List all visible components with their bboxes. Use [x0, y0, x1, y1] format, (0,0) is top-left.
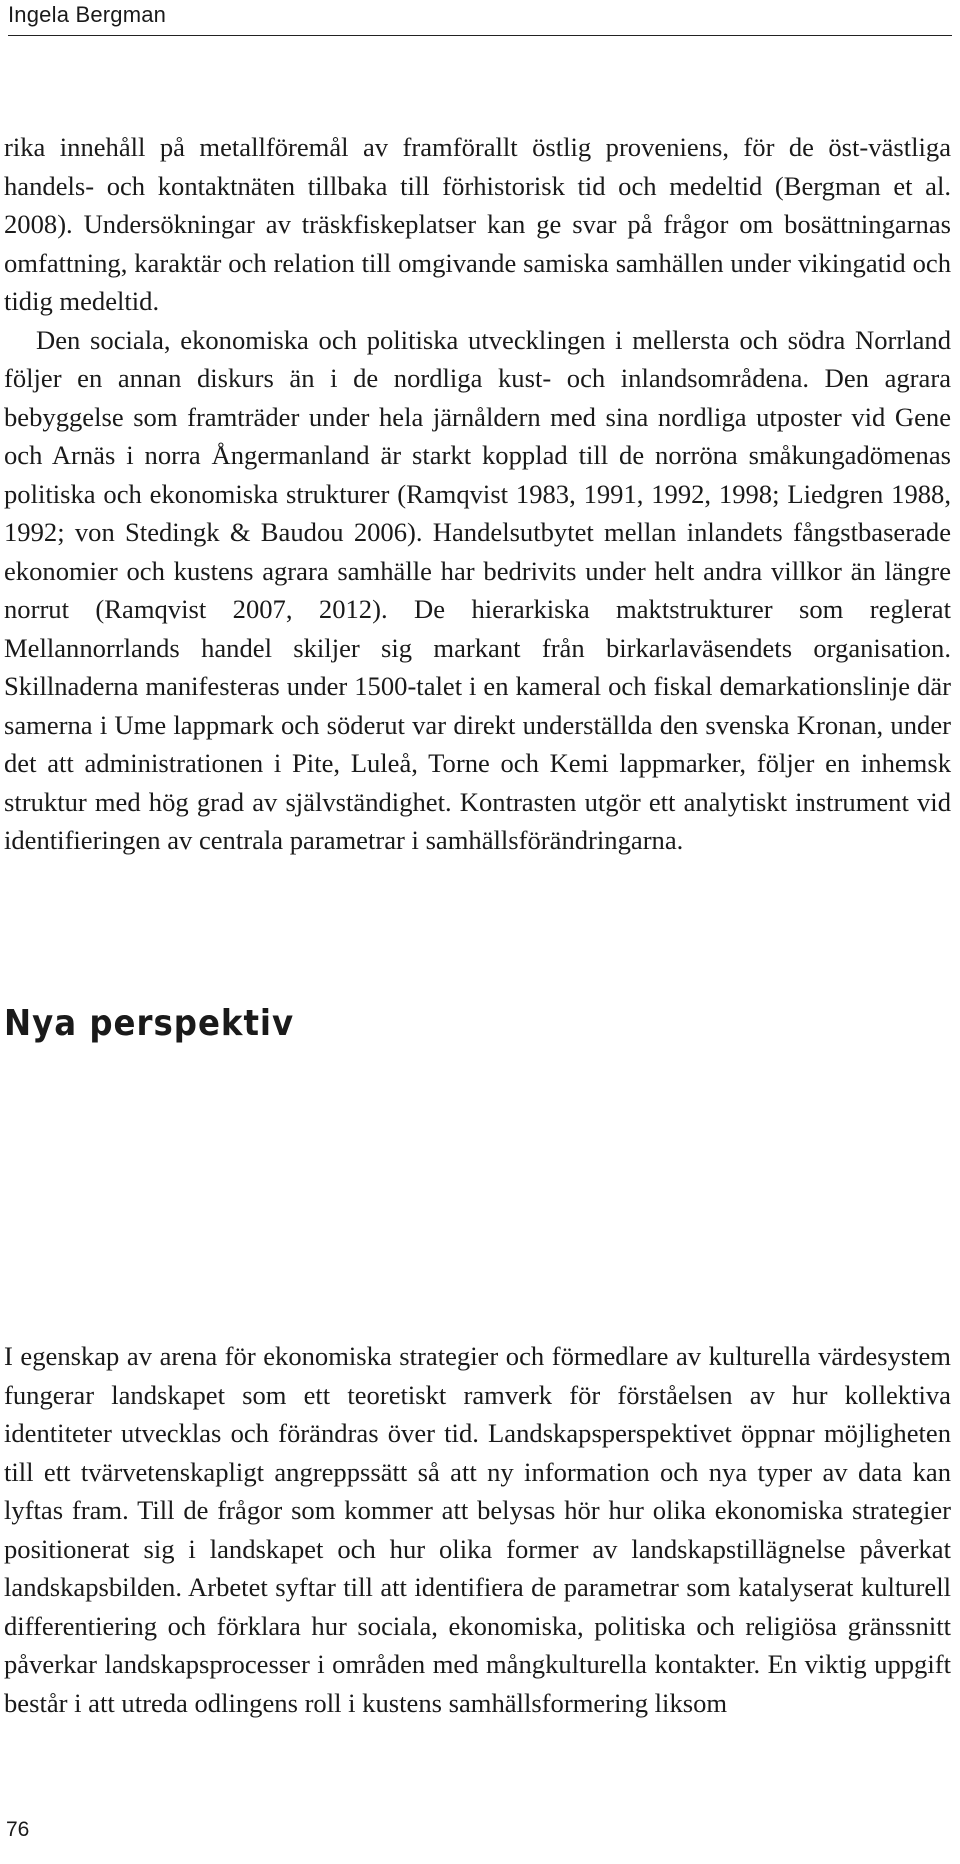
running-header-author: Ingela Bergman — [8, 2, 167, 27]
section-heading-nya-perspektiv: Nya perspektiv — [4, 1003, 295, 1044]
page-number: 76 — [6, 1818, 30, 1841]
body-text-section-2 — [4, 1337, 951, 1722]
paragraph-norrland: Den sociala, ekonomiska och politiska utvecklingen i mellersta och södra Norrland följer en annan diskurs än i de nordliga kust- och inlandsområdena. Den agrara bebyggelse som framträder under hela järnåldern med sina nordliga utposter vid Gene och Arnäs i norra Ångermanland är starkt kopplad till de norröna småkungadömenas politiska och ekonomiska strukturer (Ramqvist 1983, 1991, 1992, 1998; Liedgren 1988, 1992; von Stedingk & Baudou 2006). Handelsutbytet mellan inlandets fångstbaserade ekonomier och kustens agrara samhälle har bedrivits under helt andra villkor än längre norrut (Ramqvist 2007, 2012). De hierarkiska maktstrukturer som reglerat Mellannorrlands handel skiljer sig markant från birkarlaväsendets organisation. Skillnaderna manifesteras under 1500-talet i en kameral och fiskal demarkationslinje där samerna i Ume lappmark och söderut var direkt underställda den svenska Kronan, under det att administrationen i Pite, Luleå, Torne och Kemi lappmarker, följer en inhemsk struktur med hög grad av självständighet. Kontrasten utgör ett analytiskt instrument vid identifieringen av centrala parametrar i samhällsförändringarna. — [4, 324, 951, 855]
paragraph-continued: rika innehåll på metallföremål av framförallt östlig proveniens, för de öst-västliga handels- och kontaktnäten tillbaka till förhistorisk tid och medeltid (Bergman et al. 2008). Undersökningar av träskfiskeplatser kan ge svar på frågor om bosättningarnas omfattning, karaktär och relation till omgivande samiska samhällen under vikingatid och tidig medeltid. — [4, 132, 951, 316]
running-header — [8, 0, 952, 36]
body-text-section-1 — [4, 128, 951, 860]
paragraph-landscape: I egenskap av arena för ekonomiska strategier och förmedlare av kulturella värdesystem fungerar landskapet som ett teoretiskt ramverk för förståelsen av hur kollektiva identiteter utvecklas och förändras över tid. Landskapsperspektivet öppnar möjligheten till ett tvärvetenskapligt angreppssätt så att ny information och nya typer av data kan lyftas fram. Till de frågor som kommer att belysas hör hur olika ekonomiska strategier positionerat sig i landskapet och hur olika former av landskapstillägnelse påverkat landskapsbilden. Arbetet syftar till att identifiera de parametrar som katalyserat kulturell differentiering och förklara hur sociala, ekonomiska, politiska och religiösa gränssnitt påverkar landskapsprocesser i områden med mångkulturella kontakter. En viktig uppgift består i att utreda odlingens roll i kustens samhällsformering liksom — [4, 1341, 951, 1718]
